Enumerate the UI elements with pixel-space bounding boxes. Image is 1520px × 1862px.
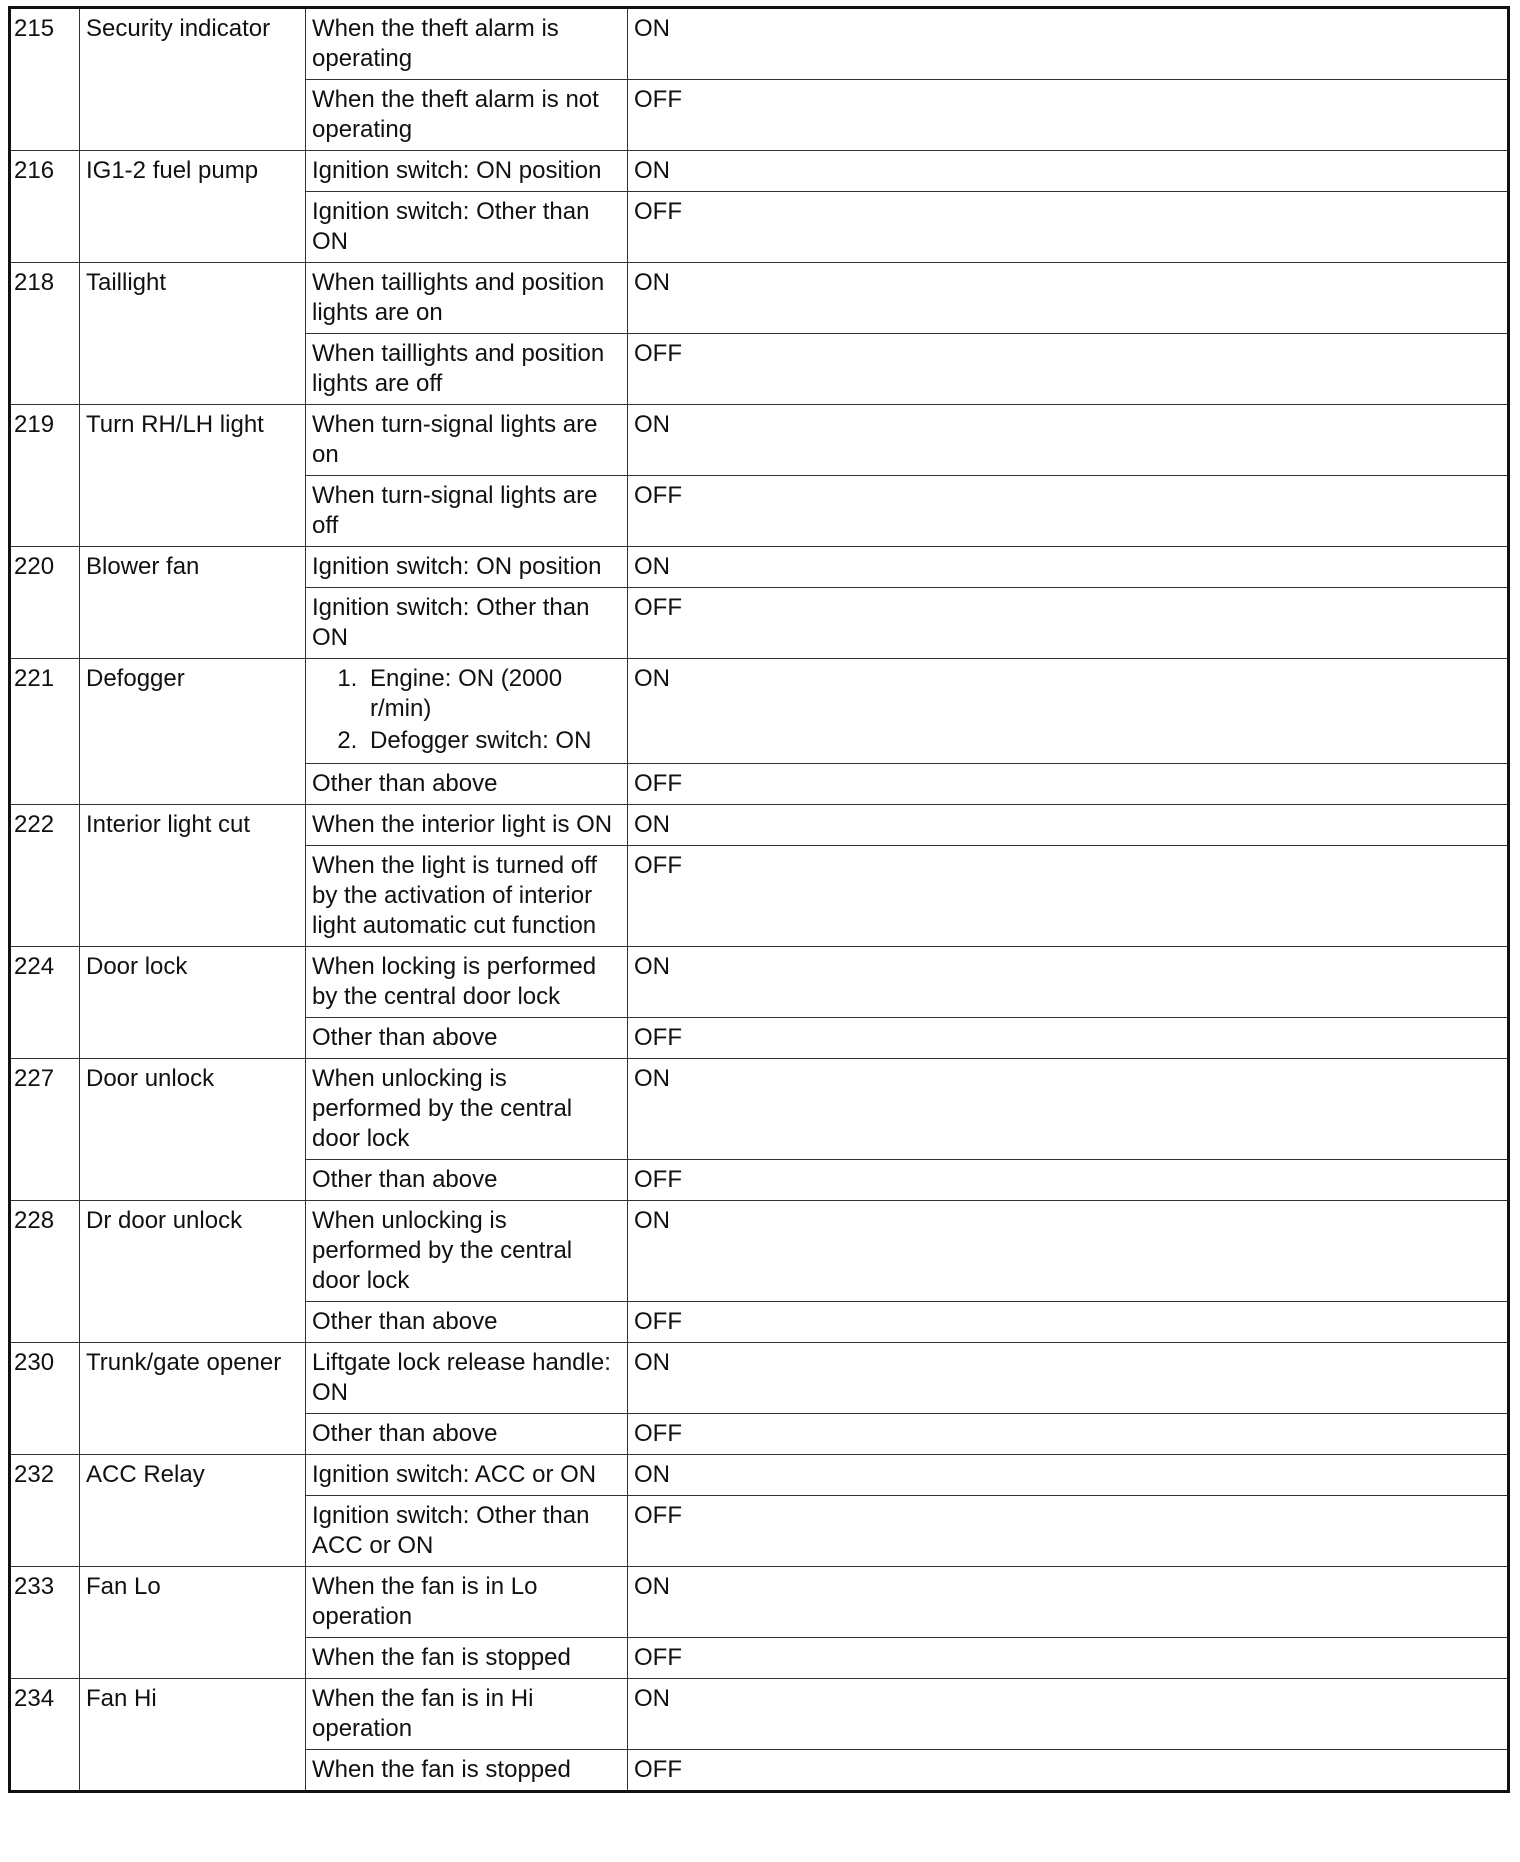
item-name-cell: Door unlock [80, 1059, 306, 1201]
value-cell: OFF [628, 1018, 1509, 1059]
value-cell: OFF [628, 476, 1509, 547]
value-cell: ON [628, 8, 1509, 80]
item-name-cell: Fan Hi [80, 1679, 306, 1792]
value-cell: OFF [628, 1160, 1509, 1201]
item-number-cell: 233 [10, 1567, 80, 1679]
table-row [10, 263, 1509, 334]
value-cell: ON [628, 1455, 1509, 1496]
condition-cell: When turn-signal lights are off [306, 476, 628, 547]
condition-step: 1. Engine: ON (2000 r/min) [364, 664, 621, 724]
value-cell: OFF [628, 80, 1509, 151]
condition-cell: When turn-signal lights are on [306, 405, 628, 476]
condition-cell: When the fan is stopped [306, 1750, 628, 1792]
table-row [10, 405, 1509, 476]
condition-cell: Ignition switch: ACC or ON [306, 1455, 628, 1496]
table-row [10, 1201, 1509, 1302]
condition-cell [306, 659, 628, 764]
condition-cell: Ignition switch: Other than ON [306, 588, 628, 659]
item-number-cell: 221 [10, 659, 80, 805]
value-cell: ON [628, 1343, 1509, 1414]
value-cell: ON [628, 659, 1509, 764]
condition-step: 2. Defogger switch: ON [364, 726, 621, 756]
value-cell: OFF [628, 1414, 1509, 1455]
item-number-cell: 224 [10, 947, 80, 1059]
item-name-cell: Turn RH/LH light [80, 405, 306, 547]
value-cell: ON [628, 263, 1509, 334]
item-number-cell: 227 [10, 1059, 80, 1201]
condition-cell: Other than above [306, 1160, 628, 1201]
table-row [10, 1059, 1509, 1160]
value-cell: OFF [628, 1750, 1509, 1792]
item-name-cell: Security indicator [80, 8, 306, 151]
value-cell: ON [628, 547, 1509, 588]
switch-status-table [8, 6, 1510, 1793]
condition-cell: Other than above [306, 1018, 628, 1059]
table-row [10, 1679, 1509, 1750]
value-cell: OFF [628, 1496, 1509, 1567]
value-cell: OFF [628, 1638, 1509, 1679]
condition-cell: Ignition switch: ON position [306, 547, 628, 588]
condition-cell: Ignition switch: Other than ACC or ON [306, 1496, 628, 1567]
condition-cell: Other than above [306, 764, 628, 805]
condition-cell: When the theft alarm is operating [306, 8, 628, 80]
value-cell: ON [628, 805, 1509, 846]
item-name-cell: Interior light cut [80, 805, 306, 947]
value-cell: OFF [628, 846, 1509, 947]
item-name-cell: Door lock [80, 947, 306, 1059]
item-number-cell: 222 [10, 805, 80, 947]
table-row [10, 1343, 1509, 1414]
item-name-cell: Fan Lo [80, 1567, 306, 1679]
condition-steps-list [312, 664, 621, 756]
condition-cell: When the theft alarm is not operating [306, 80, 628, 151]
value-cell: OFF [628, 764, 1509, 805]
item-number-cell: 219 [10, 405, 80, 547]
item-number-cell: 220 [10, 547, 80, 659]
item-number-cell: 230 [10, 1343, 80, 1455]
value-cell: ON [628, 947, 1509, 1018]
item-number-cell: 232 [10, 1455, 80, 1567]
item-name-cell: Blower fan [80, 547, 306, 659]
value-cell: ON [628, 1201, 1509, 1302]
item-number-cell: 216 [10, 151, 80, 263]
condition-cell: When the fan is stopped [306, 1638, 628, 1679]
item-name-cell: Defogger [80, 659, 306, 805]
condition-cell: Other than above [306, 1414, 628, 1455]
table-row [10, 151, 1509, 192]
item-name-cell: IG1-2 fuel pump [80, 151, 306, 263]
value-cell: ON [628, 1059, 1509, 1160]
value-cell: ON [628, 1679, 1509, 1750]
value-cell: ON [628, 405, 1509, 476]
condition-cell: Ignition switch: Other than ON [306, 192, 628, 263]
value-cell: OFF [628, 192, 1509, 263]
item-number-cell: 228 [10, 1201, 80, 1343]
condition-cell: When taillights and position lights are off [306, 334, 628, 405]
table-row [10, 947, 1509, 1018]
condition-cell: Other than above [306, 1302, 628, 1343]
item-number-cell: 215 [10, 8, 80, 151]
condition-cell: When locking is performed by the central door lock [306, 947, 628, 1018]
item-name-cell: Taillight [80, 263, 306, 405]
condition-cell: When unlocking is performed by the central door lock [306, 1201, 628, 1302]
table-row [10, 547, 1509, 588]
value-cell: OFF [628, 1302, 1509, 1343]
condition-cell: When the light is turned off by the activation of interior light automatic cut function [306, 846, 628, 947]
value-cell: ON [628, 151, 1509, 192]
value-cell: OFF [628, 588, 1509, 659]
condition-cell: When unlocking is performed by the central door lock [306, 1059, 628, 1160]
table-row [10, 8, 1509, 80]
condition-cell: Liftgate lock release handle: ON [306, 1343, 628, 1414]
item-name-cell: ACC Relay [80, 1455, 306, 1567]
condition-cell: When the interior light is ON [306, 805, 628, 846]
item-number-cell: 234 [10, 1679, 80, 1792]
item-number-cell: 218 [10, 263, 80, 405]
table-row [10, 805, 1509, 846]
item-name-cell: Dr door unlock [80, 1201, 306, 1343]
table-row [10, 1567, 1509, 1638]
value-cell: ON [628, 1567, 1509, 1638]
item-name-cell: Trunk/gate opener [80, 1343, 306, 1455]
condition-cell: Ignition switch: ON position [306, 151, 628, 192]
table-row [10, 659, 1509, 764]
document-page [8, 6, 1510, 1793]
condition-cell: When taillights and position lights are on [306, 263, 628, 334]
condition-cell: When the fan is in Hi operation [306, 1679, 628, 1750]
value-cell: OFF [628, 334, 1509, 405]
table-row [10, 1455, 1509, 1496]
condition-cell: When the fan is in Lo operation [306, 1567, 628, 1638]
table-body [10, 8, 1509, 1792]
